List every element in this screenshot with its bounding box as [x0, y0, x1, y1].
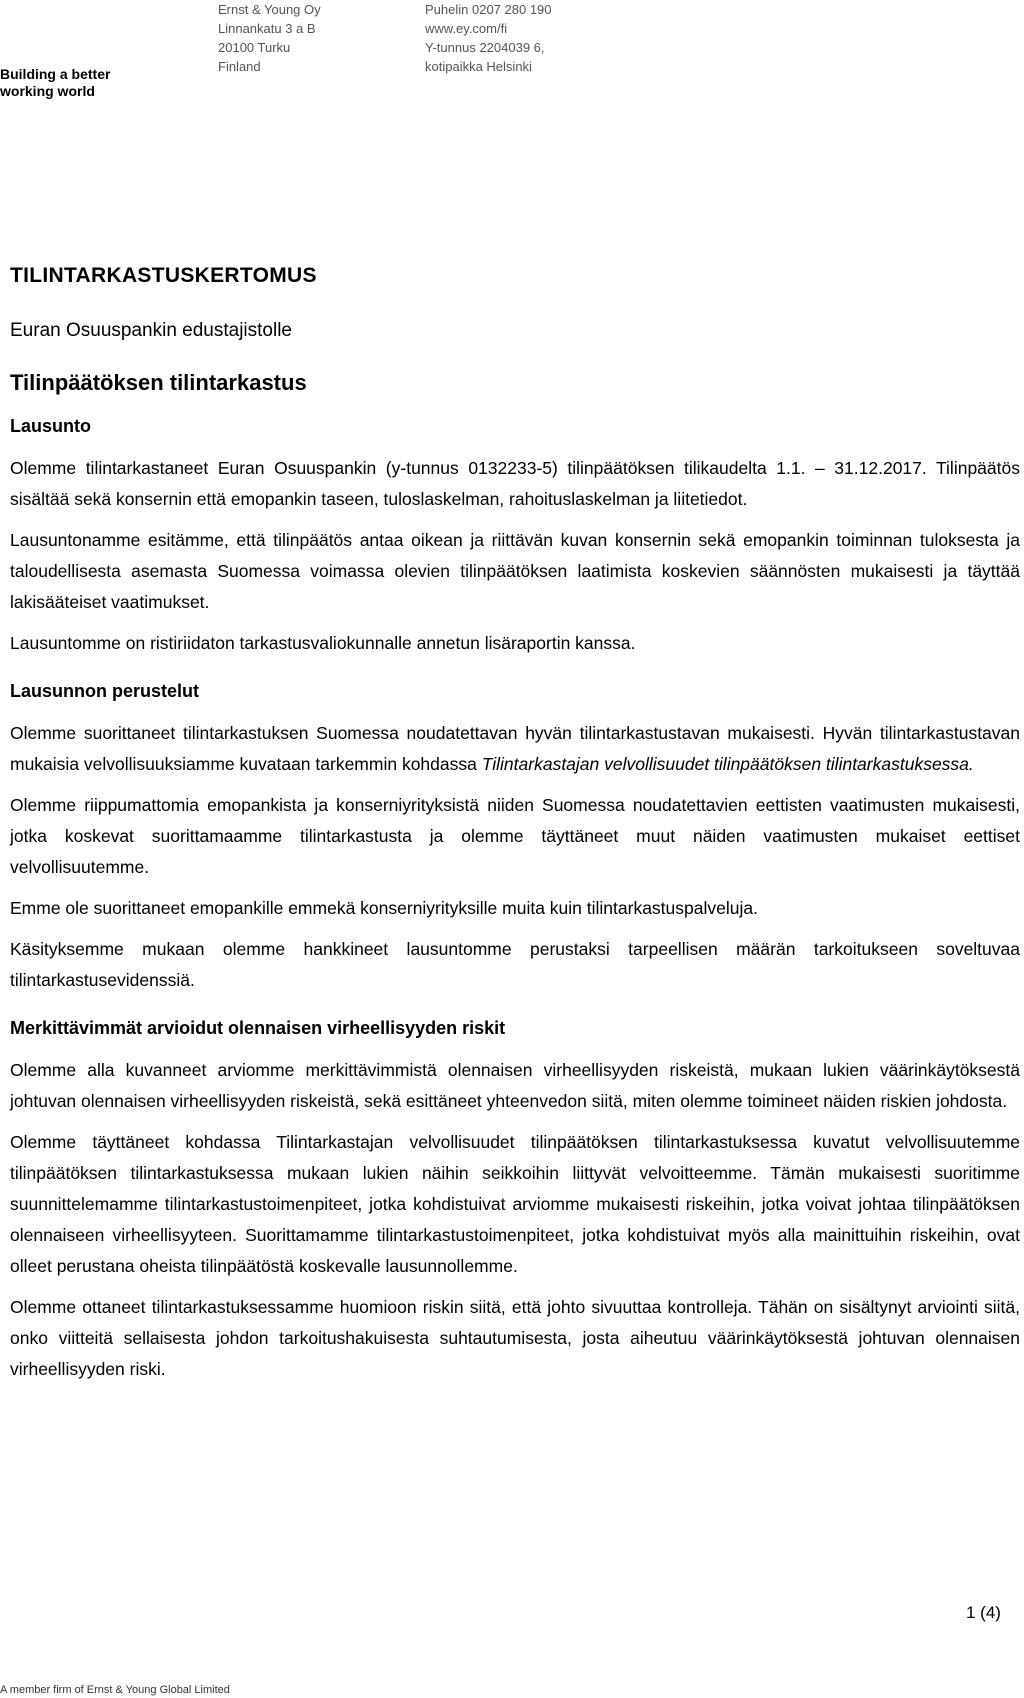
- paragraph: [10, 718, 1020, 780]
- italic-reference: Tilintarkastajan velvollisuudet tilinpäätöksen tilintarkastuksessa.: [481, 754, 974, 774]
- heading-perustelut: Lausunnon perustelut: [10, 681, 199, 701]
- footer-note: A member firm of Ernst & Young Global Limited: [0, 1684, 230, 1696]
- heading-riskit: Merkittävimmät arvioidut olennaisen virheellisyyden riskit: [10, 1018, 506, 1038]
- address-line: Linnankatu 3 a B: [218, 21, 316, 36]
- paragraph: Olemme täyttäneet kohdassa Tilintarkastajan velvollisuudet tilinpäätöksen tilintarkastuksessa kuvatut velvollisuutemme tilinpäätöksen tilintarkastuksessa mukaan lukien näihin seikkoihin liittyvät velvoitteemme. Tämän mukaisesti suoritimme suunnittelemamme tilintarkastustoimenpiteet, jotka kohdistuivat arviomme mukaisesti riskeihin, jotka voivat johtaa tilinpäätöksen olennaiseen virheellisyyteen. Suorittamamme tilintarkastustoimenpiteet, jotka kohdistuivat myös alla mainittuihin riskeihin, ovat olleet perustana oheista tilinpäätöstä koskevalle lausunnollemme.: [10, 1132, 1020, 1276]
- paragraph-text: Olemme suorittaneet tilintarkastuksen Suomessa noudatettavan hyvän tilintarkastustavan mukaisesti. Hyvän tilintarkastustavan mukaisia velvollisuuksiamme kuvataan tarkemmin kohdassa: [10, 723, 1020, 774]
- paragraph: Emme ole suorittaneet emopankille emmekä konserniyrityksille muita kuin tilintarkastuspalveluja.: [10, 898, 758, 918]
- section-title: Tilinpäätöksen tilintarkastus: [10, 370, 307, 395]
- tagline: Building a better working world: [0, 66, 111, 99]
- address-line: 20100 Turku: [218, 40, 291, 55]
- page-number: 1 (4): [966, 1603, 1001, 1622]
- paragraph: Olemme riippumattomia emopankista ja konserniyrityksistä niiden Suomessa noudatettavien eettisten vaatimusten mukaisesti, jotka koskevat suorittamaamme tilintarkastusta ja olemme täyttäneet muut näiden vaatimusten mukaiset eettiset velvollisuutemme.: [10, 795, 1020, 877]
- paragraph: Lausuntonamme esitämme, että tilinpäätös antaa oikean ja riittävän kuvan konsernin sekä emopankin toiminnan tuloksesta ja taloudellisesta asemasta Suomessa voimassa olevien tilinpäätöksen laatimista koskevien säännösten mukaisesti ja täyttää lakisääteiset vaatimukset.: [10, 530, 1020, 612]
- document-title: TILINTARKASTUSKERTOMUS: [10, 264, 317, 287]
- heading-lausunto: Lausunto: [10, 416, 91, 436]
- paragraph: Käsityksemme mukaan olemme hankkineet lausuntomme perustaksi tarpeellisen määrän tarkoitukseen soveltuvaa tilintarkastusevidenssiä.: [10, 939, 1020, 990]
- business-id-line: Y-tunnus 2204039 6,: [425, 40, 545, 55]
- paragraph: Olemme alla kuvanneet arviomme merkittävimmistä olennaisen virheellisyyden riskeistä, mukaan lukien väärinkäytöksestä johtuvan olennaisen virheellisyyden riskeistä, sekä esittäneet yhteenvedon siitä, miten olemme toimineet näiden riskien johdosta.: [10, 1060, 1020, 1111]
- recipient: Euran Osuuspankin edustajistolle: [10, 320, 293, 341]
- phone-line: Puhelin 0207 280 190: [425, 2, 552, 17]
- domicile-line: kotipaikka Helsinki: [425, 59, 532, 74]
- address-block-right: [425, 0, 552, 76]
- paragraph: Olemme ottaneet tilintarkastuksessamme huomioon riskin siitä, että johto sivuuttaa kontrolleja. Tähän on sisältynyt arviointi siitä, onko viitteitä sellaisesta johdon tarkoitushakuisesta suhtautumisesta, josta aiheutuu väärinkäytöksestä johtuvan olennaisen virheellisyyden riski.: [10, 1297, 1020, 1379]
- paragraph: Olemme tilintarkastaneet Euran Osuuspankin (y-tunnus 0132233-5) tilinpäätöksen tilikaudelta 1.1. – 31.12.2017. Tilinpäätös sisältää sekä konsernin että emopankin taseen, tuloslaskelman, rahoituslaskelman ja liitetiedot.: [10, 458, 1020, 509]
- document-body: [10, 264, 1020, 1395]
- address-line: Ernst & Young Oy: [218, 2, 321, 17]
- website-line: www.ey.com/fi: [425, 21, 508, 36]
- paragraph: Lausuntomme on ristiriidaton tarkastusvaliokunnalle annetun lisäraportin kanssa.: [10, 633, 636, 653]
- address-block-left: [218, 0, 321, 76]
- address-line: Finland: [218, 59, 261, 74]
